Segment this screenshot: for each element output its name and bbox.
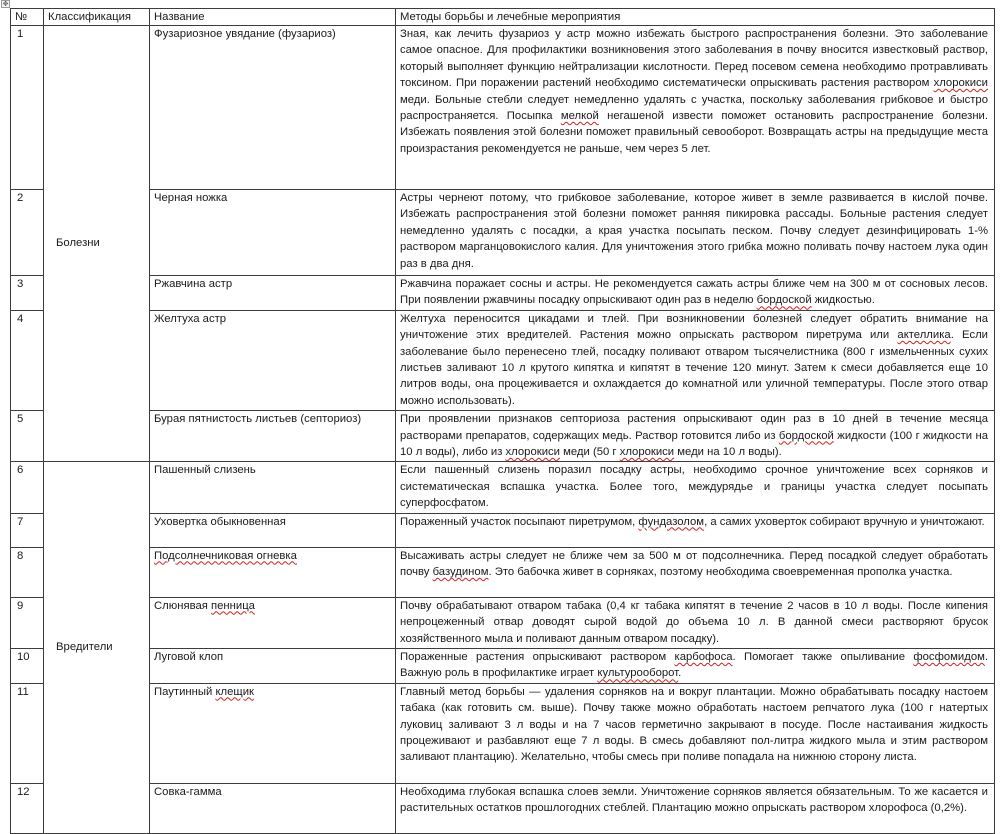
header-num: № — [11, 9, 44, 26]
method-text: Пораженный участок посыпают пиретрумом, фундазолом, а самих уховерток собирают вручную и уничтожают. — [396, 513, 995, 547]
table-row — [11, 547, 995, 597]
pest-name: Паутинный клещик — [150, 683, 396, 783]
method-text: Ржавчина поражает сосны и астры. Не рекомендуется сажать астры ближе чем на 300 м от сосновых лесов. При появлении ржавчины посадку опрыскивают один раз в неделю бордоской жидкостью. — [396, 276, 995, 311]
method-text: Необходима глубокая вспашка слоев земли. Уничтожение сорняков является обязательным. То же касается и растительных остатков прошлогодних стеблей. Плантацию можно опрыскать раствором хлорофоса (0,2%). — [396, 783, 995, 833]
row-number: 3 — [11, 276, 44, 311]
row-number: 11 — [11, 683, 44, 783]
header-name: Название — [150, 9, 396, 26]
pest-name: Совка-гамма — [150, 783, 396, 833]
pest-name: Слюнявая пенница — [150, 597, 396, 648]
method-text: Желтуха переносится цикадами и тлей. При возникновении болезней следует обратить внимание на уничтожение этих вредителей. Растения можно опрыскать раствором пиретрума или актеллика. Если заболевание было перенесено тлей, посадку поливают отваром тысячелистника (800 г измельченных сухих листьев заливают 10 л крутого кипятка и кипятят в течение 120 минут. Затем к смеси добавляется еще 10 литров воды, она процеживается и охлаждается до комнатной или уличной температуры. После этого отвар можно использовать). — [396, 310, 995, 410]
table-row — [11, 190, 995, 276]
row-number: 12 — [11, 783, 44, 833]
table-header-row — [11, 9, 995, 26]
method-text: Астры чернеют потому, что грибковое заболевание, которое живет в земле развивается в кислой почве. Избежать распространения этой болезни поможет ранняя пикировка рассады. Больные растения следует немедленно удалять с посадки, а края участка посыпать песком. Почву следует дезинфицировать 1-% раствором марганцовокислого калия. Для уничтожения этого грибка можно поливать почву настоем лука один раз в два дня. — [396, 190, 995, 276]
method-text: Главный метод борьбы — удаления сорняков на и вокруг плантации. Можно обрабатывать посадку настоем табака (как готовить см. выше). Почву также можно обработать настоем репчатого лука (100 г натертых луковиц заливают 3 л воды и на 7 часов герметично закрывают в посуде. После настаивания жидкость процеживают и разбавляют еще 7 л воды. В смесь добавляют пол-литра жидкого мыла и этим раствором заливают плантацию). Желательно, чтобы смесь при поливе попадала на нижнюю сторону листа. — [396, 683, 995, 783]
pest-name: Уховертка обыкновенная — [150, 513, 396, 547]
table-body — [11, 26, 995, 834]
header-methods: Методы борьбы и лечебные мероприятия — [396, 9, 995, 26]
pest-name: Подсолнечниковая огневка — [150, 547, 396, 597]
row-number: 5 — [11, 411, 44, 462]
row-number: 8 — [11, 547, 44, 597]
method-text: Пораженные растения опрыскивают раствором карбофоса. Помогает также опыливание фосфомидом. Важную роль в профилактике играет культурооборот. — [396, 648, 995, 683]
row-number: 2 — [11, 190, 44, 276]
table-row — [11, 26, 995, 190]
row-number: 4 — [11, 310, 44, 410]
pest-name: Луговой клоп — [150, 648, 396, 683]
aster-diseases-table — [10, 8, 995, 834]
disease-name: Желтуха астр — [150, 310, 396, 410]
row-number: 10 — [11, 648, 44, 683]
table-row — [11, 462, 995, 513]
table-row — [11, 513, 995, 547]
table-row — [11, 276, 995, 311]
table-row — [11, 310, 995, 410]
method-text: Зная, как лечить фузариоз у астр можно избежать быстрого распространения болезни. Это заболевание самое опасное. Для профилактики возникновения этого заболевания в почву вносится известковый раствор, который выполняет функцию нейтрализации кислотности. Перед посевом семена необходимо протравливать токсином. При поражении растений необходимо систематически опрыскивать растения раствором хлорокиси меди. Больные стебли следует немедленно удалять с участка, поскольку заболевания грибковое и быстро распространяется. Посыпка мелкой негашеной извести поможет остановить распространение болезни. Избежать появления этой болезни поможет правильный севооборот. Возвращать астры на предыдущие места произрастания рекомендуется не раньше, чем через 5 лет. — [396, 26, 995, 190]
disease-name: Бурая пятнистость листьев (септориоз) — [150, 411, 396, 462]
group-pests: Вредители — [44, 462, 150, 833]
table-row — [11, 597, 995, 648]
disease-name: Фузариозное увядание (фузариоз) — [150, 26, 396, 190]
header-classification: Классификация — [44, 9, 150, 26]
method-text: Почву обрабатывают отваром табака (0,4 кг табака кипятят в течение 2 часов в 10 л воды. После кипения непроцеженный отвар доводят сырой водой до объема 10 л. В данной смеси растворяют брусок хозяйственного мыла и поливают данным отваром посадку). — [396, 597, 995, 648]
group-diseases: Болезни — [44, 26, 150, 462]
move-cross-icon[interactable]: ✥ — [2, 1, 9, 8]
method-text: Высаживать астры следует не ближе чем за 500 м от подсолнечника. Перед посадкой следует обработать почву базудином. Это бабочка живет в сорняках, поэтому необходима своевременная прополка участка. — [396, 547, 995, 597]
method-text: Если пашенный слизень поразил посадку астры, необходимо срочное уничтожение всех сорняков и систематическая вспашка участка. Более того, междурядье и границы участка следует посыпать суперфосфатом. — [396, 462, 995, 513]
method-text: При проявлении признаков септориоза растения опрыскивают один раз в 10 дней в течение месяца растворами препаратов, содержащих медь. Раствор готовится либо из бордоской жидкости (100 г жидкости на 10 л воды), либо из хлорокиси меди (50 г хлорокиси меди на 10 л воды). — [396, 411, 995, 462]
row-number: 1 — [11, 26, 44, 190]
row-number: 6 — [11, 462, 44, 513]
row-number: 9 — [11, 597, 44, 648]
table-row — [11, 648, 995, 683]
disease-name: Ржавчина астр — [150, 276, 396, 311]
row-number: 7 — [11, 513, 44, 547]
table-row — [11, 683, 995, 783]
pest-name: Пашенный слизень — [150, 462, 396, 513]
table-row — [11, 783, 995, 833]
table-row — [11, 411, 995, 462]
disease-name: Черная ножка — [150, 190, 396, 276]
